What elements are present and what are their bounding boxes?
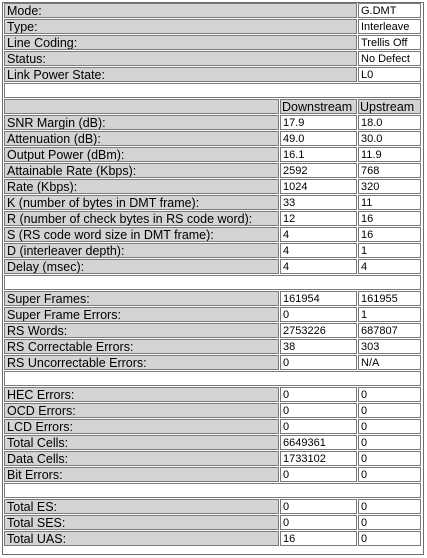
status-value: G.DMT — [358, 3, 421, 18]
upstream-value: 320 — [358, 179, 421, 194]
param-row — [4, 259, 424, 275]
param-label: S (RS code word size in DMT frame): — [4, 227, 279, 242]
downstream-value: 0 — [280, 499, 357, 514]
upstream-value: 0 — [358, 403, 421, 418]
downstream-value: 49.0 — [280, 131, 357, 146]
param-row — [4, 131, 424, 147]
param-label: SNR Margin (dB): — [4, 115, 279, 130]
status-value: Interleave — [358, 19, 421, 34]
stat-label: Total Cells: — [4, 435, 279, 450]
param-row — [4, 211, 424, 227]
status-value: No Defect — [358, 51, 421, 66]
upstream-value: 161955 — [358, 291, 421, 306]
separator-row — [4, 275, 424, 291]
downstream-value: 0 — [280, 307, 357, 322]
cell-stat-row — [4, 419, 424, 435]
downstream-value: 0 — [280, 387, 357, 402]
downstream-value: 16 — [280, 531, 357, 546]
upstream-value: 0 — [358, 435, 421, 450]
separator-row — [4, 483, 424, 499]
param-label: D (interleaver depth): — [4, 243, 279, 258]
upstream-header: Upstream — [358, 99, 421, 114]
downstream-value: 0 — [280, 403, 357, 418]
downstream-value: 6649361 — [280, 435, 357, 450]
upstream-value: 4 — [358, 259, 421, 274]
status-row-status — [4, 51, 424, 67]
upstream-value: 0 — [358, 531, 421, 546]
cell-stat-row — [4, 451, 424, 467]
param-row — [4, 163, 424, 179]
upstream-value: 687807 — [358, 323, 421, 338]
param-label: Rate (Kbps): — [4, 179, 279, 194]
param-row — [4, 195, 424, 211]
frame-stat-row — [4, 355, 424, 371]
upstream-value: 11.9 — [358, 147, 421, 162]
status-label: Type: — [4, 19, 357, 34]
stat-label: Super Frame Errors: — [4, 307, 279, 322]
downstream-value: 4 — [280, 259, 357, 274]
stat-label: Data Cells: — [4, 451, 279, 466]
status-label: Line Coding: — [4, 35, 357, 50]
cell-stat-row — [4, 467, 424, 483]
param-label: Output Power (dBm): — [4, 147, 279, 162]
status-value: L0 — [358, 67, 421, 82]
downstream-value: 1733102 — [280, 451, 357, 466]
stat-label: RS Uncorrectable Errors: — [4, 355, 279, 370]
stat-label: RS Correctable Errors: — [4, 339, 279, 354]
upstream-value: 0 — [358, 499, 421, 514]
upstream-value: 11 — [358, 195, 421, 210]
status-row-line-coding — [4, 35, 424, 51]
stat-label: OCD Errors: — [4, 403, 279, 418]
upstream-value: 303 — [358, 339, 421, 354]
stat-label: HEC Errors: — [4, 387, 279, 402]
column-header-row — [4, 99, 424, 115]
cell-stat-row — [4, 435, 424, 451]
status-label: Mode: — [4, 3, 357, 18]
downstream-header: Downstream — [280, 99, 357, 114]
upstream-value: 1 — [358, 307, 421, 322]
upstream-value: 768 — [358, 163, 421, 178]
downstream-value: 1024 — [280, 179, 357, 194]
downstream-value: 16.1 — [280, 147, 357, 162]
upstream-value: 1 — [358, 243, 421, 258]
downstream-value: 0 — [280, 355, 357, 370]
status-row-type — [4, 19, 424, 35]
stat-label: Super Frames: — [4, 291, 279, 306]
downstream-value: 4 — [280, 243, 357, 258]
status-row-link-power-state — [4, 67, 424, 83]
adsl-statistics-table — [4, 3, 424, 547]
param-row — [4, 147, 424, 163]
downstream-value: 12 — [280, 211, 357, 226]
header-blank-cell — [4, 99, 279, 114]
param-row — [4, 115, 424, 131]
stat-label: Bit Errors: — [4, 467, 279, 482]
downstream-value: 2753226 — [280, 323, 357, 338]
upstream-value: 18.0 — [358, 115, 421, 130]
downstream-value: 0 — [280, 515, 357, 530]
downstream-value: 33 — [280, 195, 357, 210]
cell-stat-row — [4, 387, 424, 403]
status-row-mode — [4, 3, 424, 19]
param-row — [4, 243, 424, 259]
stat-label: Total SES: — [4, 515, 279, 530]
upstream-value: N/A — [358, 355, 421, 370]
error-seconds-row — [4, 531, 424, 547]
downstream-value: 2592 — [280, 163, 357, 178]
status-value: Trellis Off — [358, 35, 421, 50]
status-label: Link Power State: — [4, 67, 357, 82]
frame-stat-row — [4, 291, 424, 307]
frame-stat-row — [4, 339, 424, 355]
upstream-value: 0 — [358, 451, 421, 466]
upstream-value: 16 — [358, 211, 421, 226]
param-label: Attenuation (dB): — [4, 131, 279, 146]
cell-stat-row — [4, 403, 424, 419]
upstream-value: 30.0 — [358, 131, 421, 146]
param-label: Attainable Rate (Kbps): — [4, 163, 279, 178]
downstream-value: 4 — [280, 227, 357, 242]
downstream-value: 38 — [280, 339, 357, 354]
upstream-value: 16 — [358, 227, 421, 242]
frame-stat-row — [4, 323, 424, 339]
adsl-statistics-panel — [2, 2, 424, 555]
stat-label: RS Words: — [4, 323, 279, 338]
stat-label: Total UAS: — [4, 531, 279, 546]
upstream-value: 0 — [358, 515, 421, 530]
param-label: R (number of check bytes in RS code word): — [4, 211, 279, 226]
stat-label: Total ES: — [4, 499, 279, 514]
separator-row — [4, 371, 424, 387]
downstream-value: 0 — [280, 419, 357, 434]
upstream-value: 0 — [358, 419, 421, 434]
downstream-value: 17.9 — [280, 115, 357, 130]
separator-row — [4, 83, 424, 99]
param-label: K (number of bytes in DMT frame): — [4, 195, 279, 210]
error-seconds-row — [4, 499, 424, 515]
status-label: Status: — [4, 51, 357, 66]
stat-label: LCD Errors: — [4, 419, 279, 434]
upstream-value: 0 — [358, 467, 421, 482]
param-row — [4, 179, 424, 195]
error-seconds-row — [4, 515, 424, 531]
upstream-value: 0 — [358, 387, 421, 402]
downstream-value: 0 — [280, 467, 357, 482]
param-label: Delay (msec): — [4, 259, 279, 274]
frame-stat-row — [4, 307, 424, 323]
downstream-value: 161954 — [280, 291, 357, 306]
param-row — [4, 227, 424, 243]
